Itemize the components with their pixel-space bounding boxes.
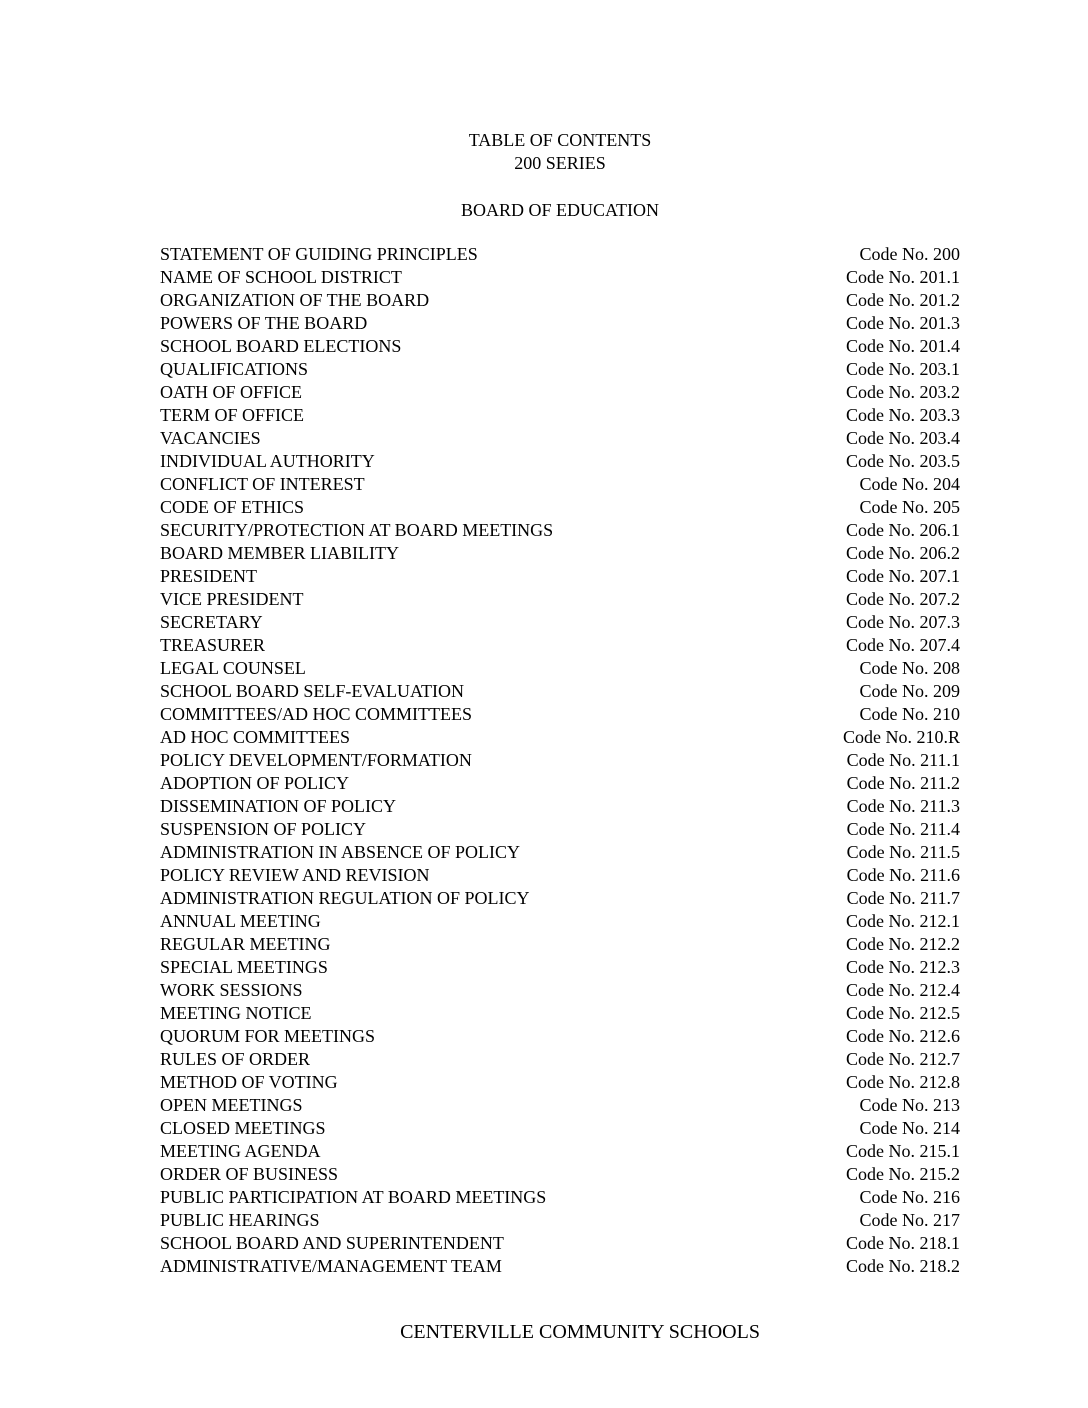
toc-entry-code: Code No. 211.5 <box>846 842 960 862</box>
toc-entry <box>160 956 960 979</box>
series-heading: 200 SERIES <box>514 153 606 173</box>
toc-entry <box>160 726 960 749</box>
toc-entry <box>160 749 960 772</box>
toc-entry-title: SUSPENSION OF POLICY <box>160 819 367 839</box>
toc-entry-code: Code No. 217 <box>859 1210 960 1230</box>
toc-entry <box>160 841 960 864</box>
toc-entry <box>160 358 960 381</box>
toc-entry-code: Code No. 211.3 <box>846 796 960 816</box>
toc-entry-code: Code No. 207.2 <box>846 589 960 609</box>
toc-entry <box>160 818 960 841</box>
toc-entry-code: Code No. 212.6 <box>846 1026 960 1046</box>
toc-entry <box>160 404 960 427</box>
toc-entry-code: Code No. 207.4 <box>846 635 960 655</box>
toc-entry-title: ADMINISTRATION IN ABSENCE OF POLICY <box>160 842 521 862</box>
toc-entry-title: POWERS OF THE BOARD <box>160 313 368 333</box>
toc-entry <box>160 933 960 956</box>
toc-entry-title: ADMINISTRATIVE/MANAGEMENT TEAM <box>160 1256 502 1276</box>
toc-entry <box>160 312 960 335</box>
toc-entry-title: POLICY DEVELOPMENT/FORMATION <box>160 750 472 770</box>
toc-entry <box>160 887 960 910</box>
toc-entry-title: MEETING NOTICE <box>160 1003 312 1023</box>
toc-entry-code: Code No. 208 <box>859 658 960 678</box>
toc-entry-title: POLICY REVIEW AND REVISION <box>160 865 430 885</box>
toc-heading: TABLE OF CONTENTS <box>468 130 652 150</box>
toc-entry-code: Code No. 201.2 <box>846 290 960 310</box>
toc-entry <box>160 1002 960 1025</box>
toc-entry-title: ORDER OF BUSINESS <box>160 1164 339 1184</box>
toc-entry-code: Code No. 207.3 <box>846 612 960 632</box>
toc-entry-title: TREASURER <box>160 635 266 655</box>
toc-entry-code: Code No. 214 <box>859 1118 960 1138</box>
toc-entry-title: CONFLICT OF INTEREST <box>160 474 365 494</box>
toc-entry <box>160 1071 960 1094</box>
toc-entry-code: Code No. 211.4 <box>846 819 960 839</box>
toc-entry-title: PUBLIC HEARINGS <box>160 1210 320 1230</box>
toc-entry-code: Code No. 201.3 <box>846 313 960 333</box>
toc-entry-code: Code No. 203.5 <box>846 451 960 471</box>
toc-entry-code: Code No. 212.5 <box>846 1003 960 1023</box>
toc-entry-code: Code No. 211.1 <box>846 750 960 770</box>
toc-entry-code: Code No. 212.7 <box>846 1049 960 1069</box>
toc-entry <box>160 1094 960 1117</box>
toc-entry <box>160 680 960 703</box>
toc-entry-title: LEGAL COUNSEL <box>160 658 306 678</box>
toc-entry-code: Code No. 206.2 <box>846 543 960 563</box>
toc-entry-title: METHOD OF VOTING <box>160 1072 338 1092</box>
toc-entry-code: Code No. 213 <box>859 1095 960 1115</box>
toc-entry-title: SECRETARY <box>160 612 263 632</box>
toc-entry <box>160 427 960 450</box>
toc-entry <box>160 519 960 542</box>
toc-entry-code: Code No. 211.7 <box>846 888 960 908</box>
toc-entry-title: ORGANIZATION OF THE BOARD <box>160 290 430 310</box>
toc-entry-code: Code No. 204 <box>859 474 960 494</box>
toc-entry-code: Code No. 203.3 <box>846 405 960 425</box>
toc-entry-code: Code No. 215.1 <box>846 1141 960 1161</box>
toc-entry-title: VACANCIES <box>160 428 261 448</box>
toc-entry <box>160 657 960 680</box>
toc-entry <box>160 1117 960 1140</box>
toc-entry-code: Code No. 210 <box>859 704 960 724</box>
toc-entry-title: MEETING AGENDA <box>160 1141 321 1161</box>
toc-entry <box>160 795 960 818</box>
toc-entry-title: INDIVIDUAL AUTHORITY <box>160 451 375 471</box>
toc-entry-code: Code No. 211.2 <box>846 773 960 793</box>
toc-entry <box>160 588 960 611</box>
toc-entry-title: OPEN MEETINGS <box>160 1095 303 1115</box>
footer-organization: CENTERVILLE COMMUNITY SCHOOLS <box>400 1321 760 1343</box>
toc-entry <box>160 1186 960 1209</box>
toc-entry-title: SCHOOL BOARD ELECTIONS <box>160 336 402 356</box>
toc-entry-code: Code No. 205 <box>859 497 960 517</box>
toc-entry-title: OATH OF OFFICE <box>160 382 303 402</box>
toc-entry-title: STATEMENT OF GUIDING PRINCIPLES <box>160 244 478 264</box>
toc-entry <box>160 772 960 795</box>
toc-entry-code: Code No. 216 <box>859 1187 960 1207</box>
toc-entry <box>160 1025 960 1048</box>
toc-entry-title: SECURITY/PROTECTION AT BOARD MEETINGS <box>160 520 554 540</box>
toc-entry <box>160 496 960 519</box>
toc-entry-code: Code No. 201.4 <box>846 336 960 356</box>
toc-entry-code: Code No. 218.2 <box>846 1256 960 1276</box>
toc-entry-title: SPECIAL MEETINGS <box>160 957 328 977</box>
toc-entry <box>160 1255 960 1278</box>
toc-entry <box>160 565 960 588</box>
toc-entry-title: CODE OF ETHICS <box>160 497 305 517</box>
toc-entry-code: Code No. 210.R <box>843 727 960 747</box>
toc-entry <box>160 473 960 496</box>
toc-entry-code: Code No. 203.2 <box>846 382 960 402</box>
toc-entry-code: Code No. 215.2 <box>846 1164 960 1184</box>
toc-entry-code: Code No. 212.8 <box>846 1072 960 1092</box>
toc-entry-title: ANNUAL MEETING <box>160 911 321 931</box>
toc-entry-title: ADOPTION OF POLICY <box>160 773 350 793</box>
toc-entry-title: ADMINISTRATION REGULATION OF POLICY <box>160 888 530 908</box>
toc-entry <box>160 335 960 358</box>
toc-entry <box>160 910 960 933</box>
toc-list <box>160 243 960 1278</box>
toc-entry-title: QUORUM FOR MEETINGS <box>160 1026 376 1046</box>
section-heading: BOARD OF EDUCATION <box>460 200 659 220</box>
toc-entry-title: RULES OF ORDER <box>160 1049 311 1069</box>
toc-entry-title: COMMITTEES/AD HOC COMMITTEES <box>160 704 473 724</box>
toc-entry-title: CLOSED MEETINGS <box>160 1118 326 1138</box>
toc-entry-title: DISSEMINATION OF POLICY <box>160 796 397 816</box>
toc-entry <box>160 381 960 404</box>
toc-entry-code: Code No. 212.3 <box>846 957 960 977</box>
toc-entry-code: Code No. 211.6 <box>846 865 960 885</box>
toc-entry <box>160 979 960 1002</box>
toc-entry <box>160 289 960 312</box>
toc-entry-code: Code No. 203.4 <box>846 428 960 448</box>
toc-entry <box>160 450 960 473</box>
toc-entry-code: Code No. 212.4 <box>846 980 960 1000</box>
toc-entry-title: PUBLIC PARTICIPATION AT BOARD MEETINGS <box>160 1187 547 1207</box>
toc-entry-code: Code No. 206.1 <box>846 520 960 540</box>
toc-entry <box>160 1232 960 1255</box>
toc-entry-title: AD HOC COMMITTEES <box>160 727 351 747</box>
toc-entry <box>160 1163 960 1186</box>
toc-entry-title: SCHOOL BOARD AND SUPERINTENDENT <box>160 1233 504 1253</box>
toc-entry-code: Code No. 212.2 <box>846 934 960 954</box>
toc-entry-title: QUALIFICATIONS <box>160 359 308 379</box>
toc-entry-title: REGULAR MEETING <box>160 934 331 954</box>
toc-entry-code: Code No. 201.1 <box>846 267 960 287</box>
toc-entry <box>160 266 960 289</box>
toc-entry <box>160 611 960 634</box>
toc-entry-code: Code No. 212.1 <box>846 911 960 931</box>
toc-entry <box>160 542 960 565</box>
toc-entry-code: Code No. 218.1 <box>846 1233 960 1253</box>
toc-entry-code: Code No. 200 <box>859 244 960 264</box>
toc-entry-code: Code No. 209 <box>859 681 960 701</box>
toc-entry <box>160 243 960 266</box>
toc-entry <box>160 864 960 887</box>
toc-entry-title: NAME OF SCHOOL DISTRICT <box>160 267 402 287</box>
toc-entry <box>160 1209 960 1232</box>
toc-entry-title: SCHOOL BOARD SELF-EVALUATION <box>160 681 465 701</box>
toc-entry-code: Code No. 203.1 <box>846 359 960 379</box>
toc-entry-title: TERM OF OFFICE <box>160 405 305 425</box>
toc-entry <box>160 703 960 726</box>
toc-entry-title: PRESIDENT <box>160 566 258 586</box>
toc-entry-title: WORK SESSIONS <box>160 980 303 1000</box>
toc-entry <box>160 634 960 657</box>
toc-entry-title: VICE PRESIDENT <box>160 589 304 609</box>
toc-entry <box>160 1140 960 1163</box>
toc-entry <box>160 1048 960 1071</box>
toc-entry-code: Code No. 207.1 <box>846 566 960 586</box>
toc-entry-title: BOARD MEMBER LIABILITY <box>160 543 399 563</box>
